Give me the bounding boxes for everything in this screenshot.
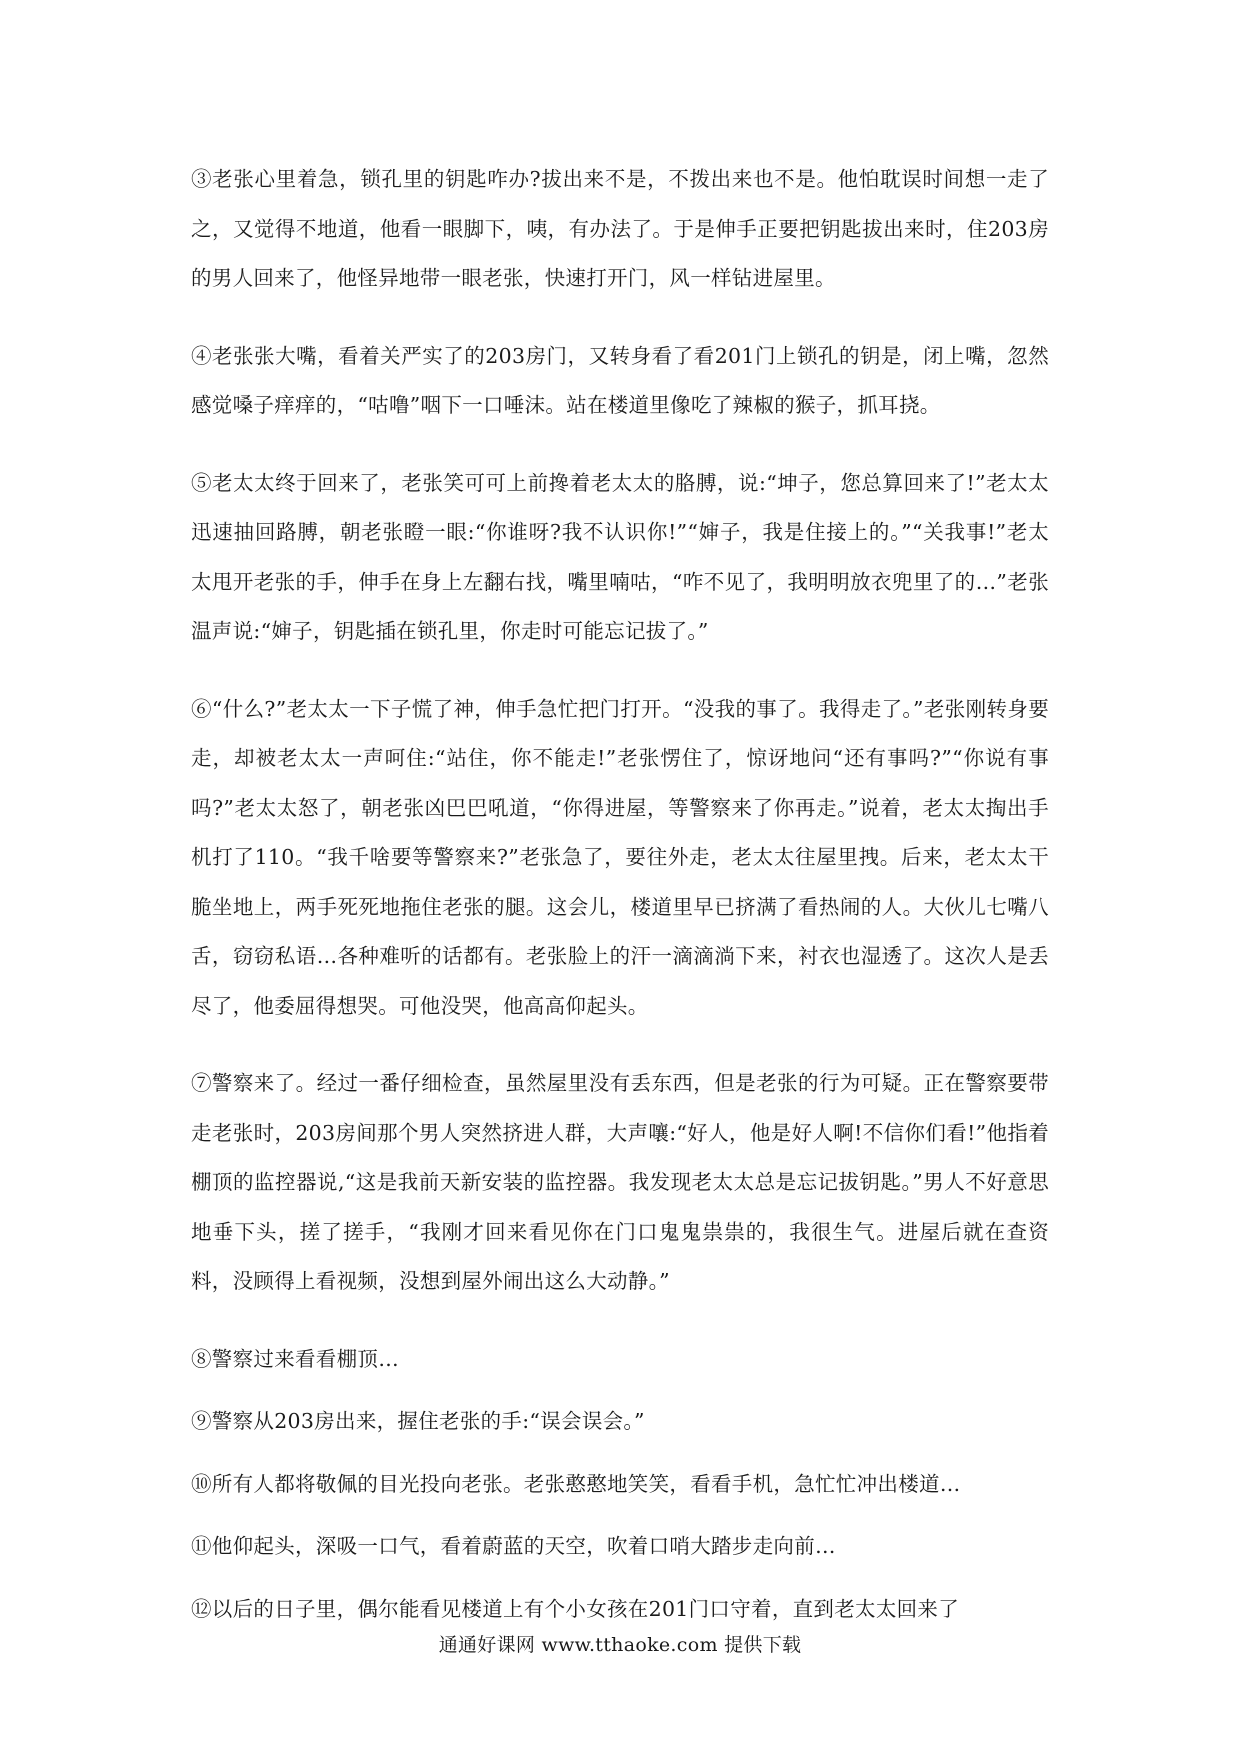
paragraph-4: ④老张张大嘴，看着关严实了的203房门，又转身看了看201门上锁孔的钥是，闭上嘴，忽然感觉嗓子痒痒的，“咕噜”咽下一口唾沫。站在楼道里像吃了辣椒的猴子，抓耳挠。: [191, 343, 1049, 417]
paragraph-12: ⑫以后的日子里，偶尔能看见楼道上有个小女孩在201门口守着，直到老太太回来了: [191, 1596, 960, 1621]
page-footer: 通通好课网 www.tthaoke.com 提供下载: [438, 1634, 802, 1656]
paragraph-11: ⑪他仰起头，深吸一口气，看着蔚蓝的天空，吹着口哨大踏步走向前…: [191, 1534, 836, 1558]
story-body: [191, 155, 1049, 1647]
paragraph-8: ⑧警察过来看看棚顶…: [191, 1346, 399, 1371]
paragraph-7: ⑦警察来了。经过一番仔细检查，虽然屋里没有丢东西，但是老张的行为可疑。正在警察要带走老张时，203房间那个男人突然挤进人群，大声嚷:“好人，他是好人啊!不信你们看!”他指着棚顶的监控器说,“这是我前天新安装的监控器。我发现老太太总是忘记拔钥匙。”男人不好意思地垂下头，搓了搓手，“我刚才回来看见你在门口鬼鬼祟祟的，我很生气。进屋后就在查资料，没顾得上看视频，没想到屋外闹出这么大动静。”: [191, 1071, 1049, 1293]
paragraph-10: ⑩所有人都将敬佩的目光投向老张。老张憨憨地笑笑，看看手机，急忙忙冲出楼道…: [191, 1471, 961, 1496]
paragraph-9: ⑨警察从203房出来，握住老张的手:“误会误会。”: [191, 1409, 645, 1433]
paragraph-6: ⑥“什么?”老太太一下子慌了神，伸手急忙把门打开。“没我的事了。我得走了。”老张刚转身要走，却被老太太一声呵住:“站住，你不能走!”老张愣住了，惊讶地问“还有事吗?”“你说有事吗?”老太太怒了，朝老张凶巴巴吼道，“你得进屋，等警察来了你再走。”说着，老太太掏出手机打了110。“我千啥要等警察来?”老张急了，要往外走，老太太往屋里拽。后来，老太太干脆坐地上，两手死死地拖住老张的腿。这会儿，楼道里早已挤满了看热闹的人。大伙儿七嘴八舌，窃窃私语…各种难听的话都有。老张脸上的汗一滴滴淌下来，衬衣也湿透了。这次人是丢尽了，他委屈得想哭。可他没哭，他高高仰起头。: [191, 696, 1049, 1018]
paragraph-3: ③老张心里着急，锁孔里的钥匙咋办?拔出来不是，不拨出来也不是。他怕耽误时间想一走了之，又觉得不地道，他看一眼脚下，咦，有办法了。于是伸手正要把钥匙拔出来时，住203房的男人回来了，他怪异地带一眼老张，快速打开门，风一样钻进屋里。: [191, 167, 1049, 290]
paragraph-5: ⑤老太太终于回来了，老张笑可可上前搀着老太太的胳膊，说:“坤子，您总算回来了!”老太太迅速抽回路膊，朝老张瞪一眼:“你谁呀?我不认识你!”“婶子，我是住接上的。”“关我事!”老太太甩开老张的手，伸手在身上左翻右找，嘴里喃咕，“咋不见了，我明明放衣兜里了的…”老张温声说:“婶子，钥匙插在锁孔里，你走时可能忘记拔了。”: [191, 470, 1049, 643]
